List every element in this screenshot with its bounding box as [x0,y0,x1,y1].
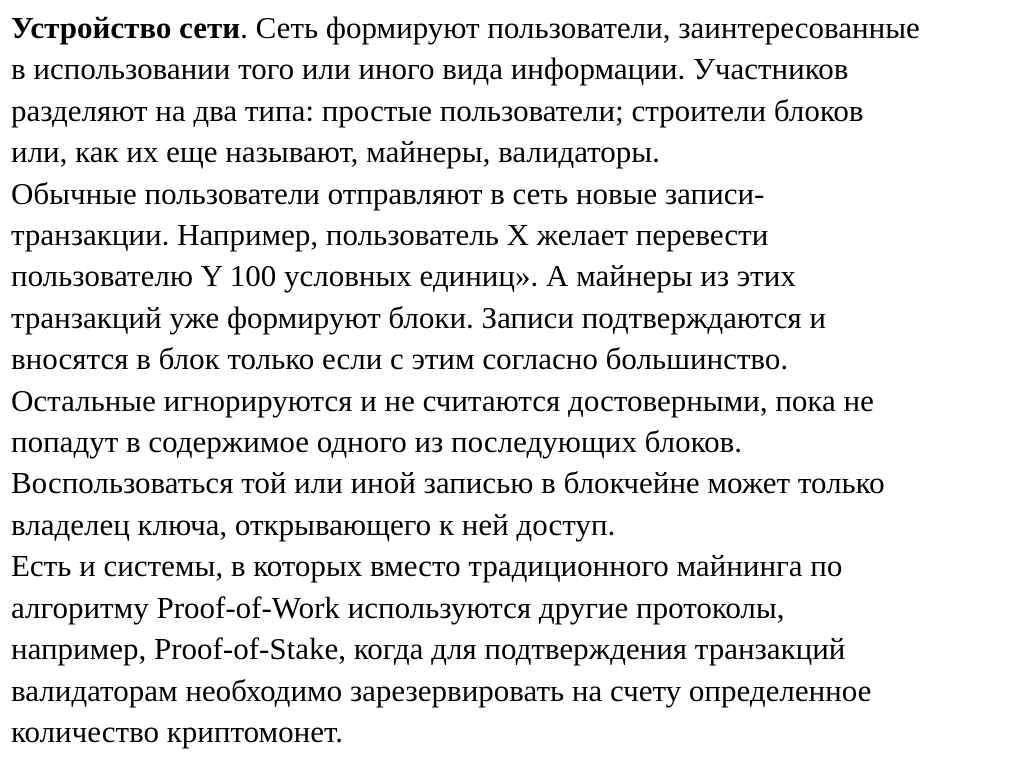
text-line: алгоритму Proof-of-Work используются другие протоколы, [11,589,785,625]
text-line: транзакций уже формируют блоки. Записи подтверждаются и [11,299,826,335]
text-line: Воспользоваться той или иной записью в блокчейне может только [11,465,885,501]
text-line: или, как их еще называют, майнеры, валидаторы. [11,134,660,170]
text-line: в использовании того или иного вида информации. Участников [11,51,849,87]
heading-term: Устройство сети [11,10,241,45]
text-line: владелец ключа, открывающего к ней доступ. [11,506,616,542]
text-line: например, Proof-of-Stake, когда для подтверждения транзакций [11,631,846,667]
text-line: разделяют на два типа: простые пользователи; строители блоков [11,92,864,128]
text-line: вносятся в блок только если с этим согласно большинство. [11,341,789,377]
text-line: попадут в содержимое одного из последующих блоков. [11,424,742,460]
body-text [11,7,1016,752]
text-line: Есть и системы, в которых вместо традиционного майнинга по [11,548,843,584]
text-line: количество криптомонет. [11,713,343,749]
text-line: валидаторам необходимо зарезервировать на счету определенное [11,672,872,708]
text-line: Остальные игнорируются и не считаются достоверными, пока не [11,382,874,418]
text-line: пользователю Y 100 условных единиц». А майнеры из этих [11,258,796,294]
text-line [11,7,1016,48]
line-text: . Сеть формируют пользователи, заинтересованные [240,10,920,45]
text-line: транзакции. Например, пользователь X желает перевести [11,217,769,253]
text-line: Обычные пользователи отправляют в сеть новые записи- [11,175,765,211]
